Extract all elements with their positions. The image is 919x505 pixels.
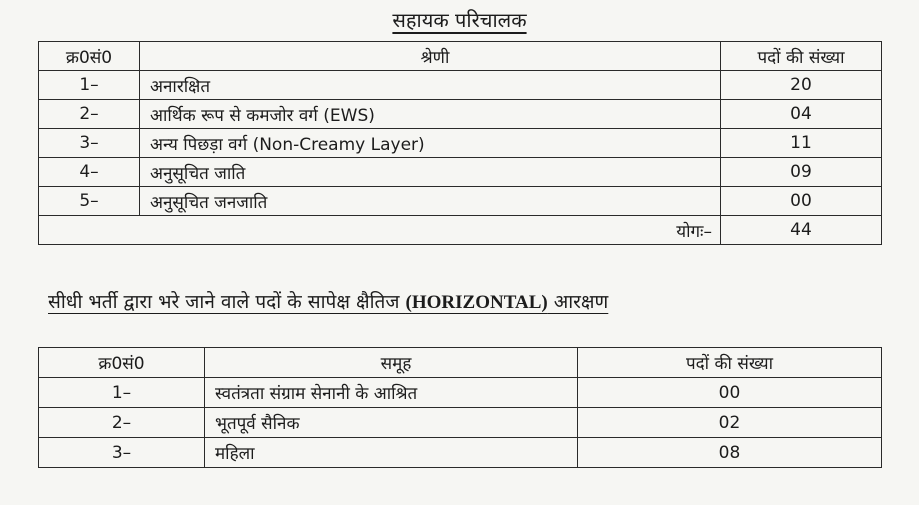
header-serial: क्र0सं0: [39, 42, 140, 71]
count-cell: 02: [578, 408, 882, 438]
group-cell: महिला: [205, 438, 578, 468]
count-cell: 08: [578, 438, 882, 468]
group-cell: स्वतंत्रता संग्राम सेनानी के आश्रित: [205, 378, 578, 408]
header-count: पदों की संख्या: [721, 42, 882, 71]
header-serial: क्र0सं0: [39, 348, 205, 378]
table-header-row: [39, 42, 882, 71]
table-row: [39, 378, 882, 408]
count-cell: 00: [578, 378, 882, 408]
table-row: [39, 71, 882, 100]
table-row: [39, 129, 882, 158]
category-cell: अनारक्षित: [140, 71, 721, 100]
table-row: [39, 100, 882, 129]
serial-cell: 1–: [39, 378, 205, 408]
count-cell: 04: [721, 100, 882, 129]
serial-cell: 2–: [39, 100, 140, 129]
header-group: समूह: [205, 348, 578, 378]
table1-title: सहायक परिचालक: [392, 8, 527, 32]
category-cell: अनुसूचित जनजाति: [140, 187, 721, 216]
table-row: [39, 187, 882, 216]
total-value: 44: [721, 216, 882, 245]
table-header-row: [39, 348, 882, 378]
count-cell: 11: [721, 129, 882, 158]
serial-cell: 2–: [39, 408, 205, 438]
table2-title-pre: सीधी भर्ती द्वारा भरे जाने वाले पदों के सापेक्ष क्षैतिज: [48, 291, 406, 313]
table-row: [39, 438, 882, 468]
horizontal-reservation-table: [38, 347, 882, 468]
table2-title-post: आरक्षण: [547, 291, 609, 313]
table-row: [39, 408, 882, 438]
group-cell: भूतपूर्व सैनिक: [205, 408, 578, 438]
count-cell: 20: [721, 71, 882, 100]
table2-title-en: (HORIZONTAL): [405, 292, 548, 313]
table2-title: [48, 288, 608, 314]
category-cell: अन्य पिछड़ा वर्ग (Non-Creamy Layer): [140, 129, 721, 158]
count-cell: 09: [721, 158, 882, 187]
category-cell: अनुसूचित जाति: [140, 158, 721, 187]
header-category: श्रेणी: [140, 42, 721, 71]
serial-cell: 4–: [39, 158, 140, 187]
serial-cell: 3–: [39, 438, 205, 468]
total-row: [39, 216, 882, 245]
serial-cell: 5–: [39, 187, 140, 216]
header-count: पदों की संख्या: [578, 348, 882, 378]
serial-cell: 1–: [39, 71, 140, 100]
vacancy-category-table: [38, 41, 882, 245]
category-cell: आर्थिक रूप से कमजोर वर्ग (EWS): [140, 100, 721, 129]
serial-cell: 3–: [39, 129, 140, 158]
table-row: [39, 158, 882, 187]
count-cell: 00: [721, 187, 882, 216]
total-label: योगः–: [39, 216, 721, 245]
